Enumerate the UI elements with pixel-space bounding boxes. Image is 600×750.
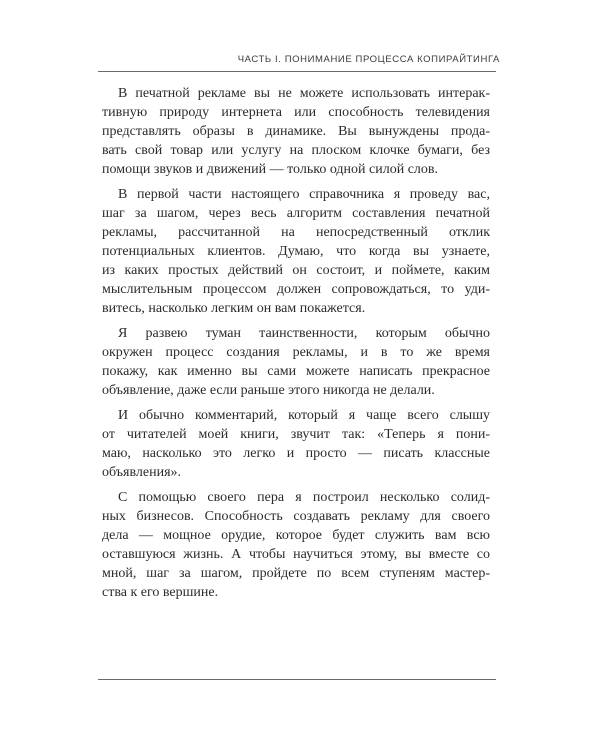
text-line: представлять образы в динамике. Вы вынуждены прода- — [102, 124, 490, 139]
running-head: ЧАСТЬ I. ПОНИМАНИЕ ПРОЦЕССА КОПИРАЙТИНГА — [237, 54, 500, 65]
text-line: мной, шаг за шагом, пройдете по всем ступеням мастер- — [102, 566, 490, 581]
paragraph — [102, 406, 490, 482]
text-line: маю, насколько это легко и просто — писать классные — [102, 446, 490, 461]
text-line: от читателей моей книги, звучит так: «Теперь я пони- — [102, 427, 490, 442]
text-line: витесь, насколько легким он вам покажется. — [102, 301, 366, 316]
paragraph — [102, 84, 490, 179]
text-line: С помощью своего пера я построил несколько солид- — [118, 490, 490, 505]
text-line: покажу, как именно вы сами можете написать прекрасное — [102, 364, 490, 379]
paragraph — [102, 488, 490, 602]
text-line: вать свой товар или услугу на плоском клочке бумаги, без — [102, 143, 490, 158]
text-line: окружен процесс создания рекламы, и в то же время — [102, 345, 490, 360]
text-line: объявление, даже если раньше этого никогда не делали. — [102, 383, 435, 398]
text-line: рекламы, рассчитанной на непосредственный отклик — [102, 225, 490, 240]
text-line: шаг за шагом, через весь алгоритм составления печатной — [102, 206, 490, 221]
text-line: объявления». — [102, 465, 182, 480]
text-line: В печатной рекламе вы не можете использовать интерак- — [118, 86, 490, 101]
paragraph — [102, 324, 490, 400]
text-line: И обычно комментарий, который я чаще всего слышу — [118, 408, 490, 423]
header-rule — [98, 71, 496, 72]
text-line: из каких простых действий он состоит, и поймете, каким — [102, 263, 490, 278]
footer-rule — [98, 679, 496, 680]
text-line: потенциальных клиентов. Думаю, что когда вы узнаете, — [102, 244, 490, 259]
text-line: мыслительным процессом должен сопровождаться, то уди- — [102, 282, 490, 297]
text-line: ных бизнесов. Способность создавать рекламу для своего — [102, 509, 490, 524]
text-line: В первой части настоящего справочника я проведу вас, — [118, 187, 490, 202]
text-line: оставшуюся жизнь. А чтобы научиться этому, вы вместе со — [102, 547, 490, 562]
text-line: Я развею туман таинственности, которым обычно — [118, 326, 490, 341]
text-line: тивную природу интернета или способность телевидения — [102, 105, 490, 120]
body-text — [102, 84, 490, 602]
text-line: дела — мощное орудие, которое будет служить вам всю — [102, 528, 490, 543]
text-line: ства к его вершине. — [102, 585, 219, 600]
paragraph — [102, 185, 490, 318]
text-line: помощи звуков и движений — только одной силой слов. — [102, 162, 439, 177]
